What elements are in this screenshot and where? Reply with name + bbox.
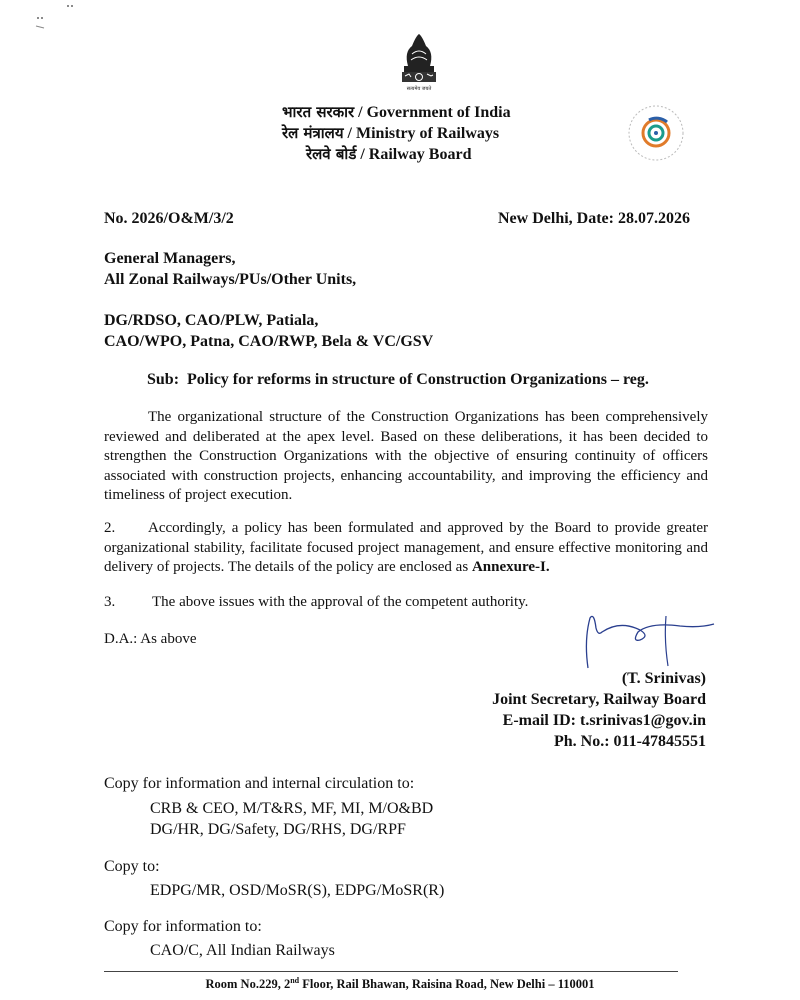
addressee-block-2 [104, 310, 433, 352]
paragraph-2-number: 2. [104, 520, 116, 536]
anniversary-logo-icon [627, 104, 685, 162]
signatory-email: E-mail ID: t.srinivas1@gov.in [502, 712, 706, 729]
copy-list-1 [150, 798, 433, 840]
paragraph-2 [104, 519, 708, 578]
letterhead-hindi-1: भारत सरकार [282, 103, 355, 121]
copy-list-2 [150, 880, 444, 901]
signatory-name: (T. Srinivas) [621, 670, 706, 687]
addressee-block-1 [104, 248, 356, 290]
footer-address-part1: Room No.229, 2 [205, 977, 291, 992]
letter-date: New Delhi, Date: 28.07.2026 [498, 210, 690, 227]
footer-rule [104, 971, 678, 972]
letterhead-english-3: / Railway Board [360, 146, 472, 163]
handwritten-signature [580, 610, 720, 672]
documents-attached: D.A.: As above [104, 631, 197, 647]
signatory-phone: Ph. No.: 011-47845551 [554, 733, 706, 750]
addressee-line: CAO/WPO, Patna, CAO/RWP, Bela & VC/GSV [104, 333, 434, 350]
letterhead-english-2: / Ministry of Railways [347, 125, 500, 142]
letterhead-line-1 [282, 102, 582, 123]
addressee-line: DG/RDSO, CAO/PLW, Patiala, [104, 312, 319, 329]
letterhead [282, 102, 582, 165]
paragraph-1 [104, 408, 708, 506]
copy-heading-1: Copy for information and internal circulation to: [104, 775, 415, 792]
copy-recipient: DG/HR, DG/Safety, DG/RHS, DG/RPF [150, 821, 406, 838]
copy-heading-3: Copy for information to: [104, 918, 262, 935]
addressee-line: General Managers, [104, 250, 236, 267]
reference-number: No. 2026/O&M/3/2 [104, 210, 234, 227]
scan-specks [34, 4, 94, 30]
letterhead-hindi-3: रेलवे बोर्ड [306, 145, 357, 163]
letterhead-english-1: / Government of India [358, 104, 511, 121]
footer-address [0, 976, 800, 992]
signatory-block [492, 668, 706, 752]
paragraph-2-text: Accordingly, a policy has been formulated and approved by the Board to provide greater organizational stability, facilitate focused project management, and ensure effective monitoring and delivery of projects. The details of the policy are enclosed as [104, 520, 708, 575]
copy-recipient: CAO/C, All Indian Railways [150, 942, 335, 959]
copy-recipient: CRB & CEO, M/T&RS, MF, MI, M/O&BD [150, 800, 434, 817]
addressee-line: All Zonal Railways/PUs/Other Units, [104, 271, 357, 288]
copy-list-3 [150, 940, 335, 961]
letterhead-hindi-2: रेल मंत्रालय [282, 124, 344, 142]
signatory-designation: Joint Secretary, Railway Board [492, 691, 706, 708]
footer-superscript: nd [290, 976, 300, 985]
letterhead-line-2 [282, 123, 582, 144]
paragraph-3-number: 3. [104, 594, 116, 610]
paragraph-1-text: organizational structure of the Construction Organizations has been comprehensively reviewed and deliberated at the apex level. Based on these deliberations, it has been decided to strengthen the Construction Organizations with the objective of ensuring continuity of officers associated with construction projects, enhancing accountability, and improving the efficiency and timeliness of project execution. [104, 409, 709, 503]
subject-label: Sub: [147, 371, 180, 388]
state-emblem-icon [394, 32, 444, 106]
subject-line [147, 371, 649, 389]
copy-recipient: EDPG/MR, OSD/MoSR(S), EDPG/MoSR(R) [150, 882, 445, 899]
letterhead-line-3 [282, 144, 582, 165]
copy-heading-2: Copy to: [104, 858, 160, 875]
paragraph-3-text: The above issues with the approval of the competent authority. [152, 594, 529, 610]
annexure-reference: Annexure-I. [471, 559, 550, 575]
subject-text: Policy for reforms in structure of Construction Organizations – reg. [187, 371, 649, 388]
paragraph-1-first-word: The [148, 409, 172, 425]
emblem-motto: सत्यमेव जयते [406, 86, 432, 92]
footer-address-part2: Floor, Rail Bhawan, Raisina Road, New Delhi – 110001 [299, 977, 595, 992]
